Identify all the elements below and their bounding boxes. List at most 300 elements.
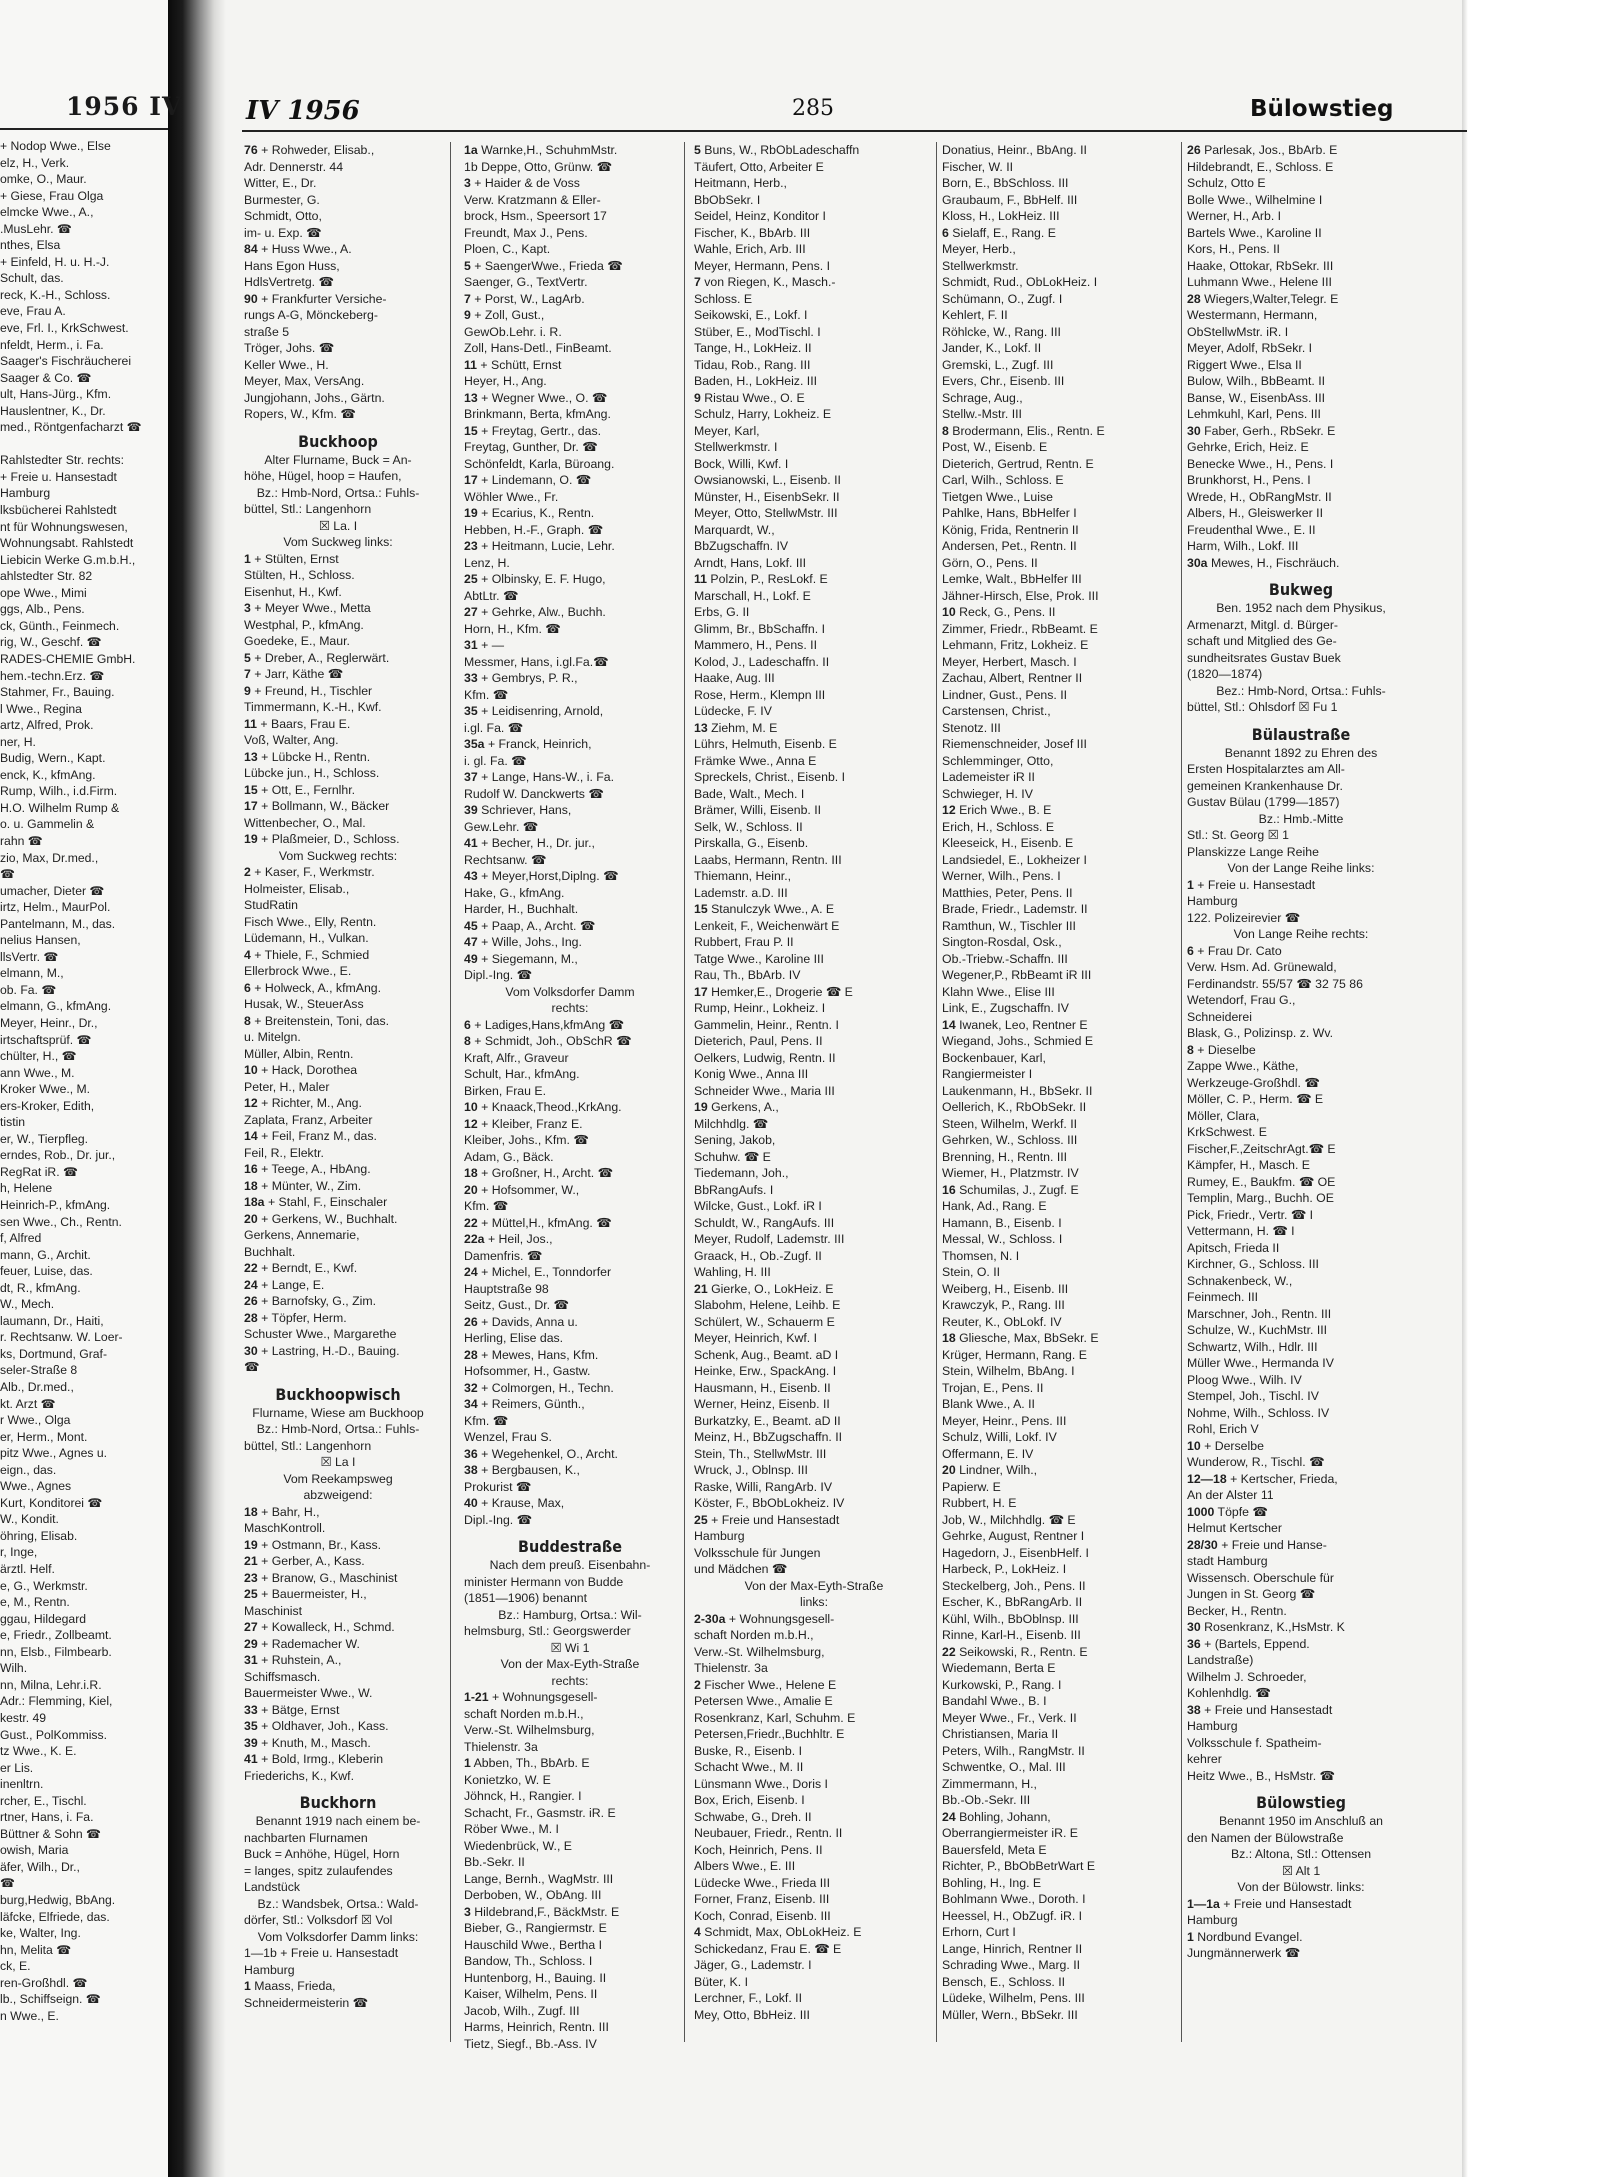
house-entry: 9 Ristau Wwe., O. E	[694, 390, 805, 405]
resident-entry: Müller, Wern., BbSekr. III	[942, 2007, 1078, 2022]
resident-entry: Lindner, Gust., Pens. II	[942, 687, 1068, 702]
resident-entry: Papierw. E	[942, 1479, 1001, 1494]
resident-entry: Lüdemann, H., Vulkan.	[244, 931, 369, 945]
resident-entry: Glimm, Br., BbSchaffn. I	[694, 621, 825, 636]
facing-page-line: ☎	[0, 867, 16, 882]
resident-entry: Hofsommer, H., Gastw.	[464, 1364, 591, 1378]
facing-page-line: artz, Alfred, Prok.	[0, 718, 94, 733]
right-margin	[1468, 0, 1600, 2177]
resident-entry: Wetendorf, Frau G.,	[1187, 993, 1296, 1007]
facing-page-rule	[0, 128, 168, 130]
resident-entry: Tatge Wwe., Karoline III	[694, 951, 824, 966]
resident-entry: Peter, H., Maler	[244, 1079, 330, 1094]
resident-entry: Ropers, W., Kfm. ☎	[244, 407, 356, 421]
house-entry: 21 + Gerber, A., Kass.	[244, 1554, 365, 1568]
resident-entry: Rubbert, H. E	[942, 1496, 1017, 1510]
resident-entry: Lüdeke, Wilhelm, Pens. III	[942, 1991, 1085, 2005]
facing-page-line: Kroker Wwe., M.	[0, 1082, 91, 1097]
resident-entry: Ploog Wwe., Wilh. IV	[1187, 1372, 1302, 1387]
facing-page-line: nn, Milna, Lehr.i.R.	[0, 1677, 102, 1692]
resident-entry: Hamburg	[694, 1529, 745, 1543]
resident-entry: Röhlcke, W., Rang. III	[942, 324, 1061, 339]
facing-page-line: nfeldt, Herm., i. Fa.	[0, 337, 104, 352]
house-entry: 26 + Barnofsky, G., Zim.	[244, 1294, 377, 1308]
resident-entry: Lerchner, F., Lokf. II	[694, 1991, 802, 2005]
facing-page-line: e, M., Rentn.	[0, 1595, 70, 1610]
house-entry: 21 Gierke, O., LokHeiz. E	[694, 1281, 834, 1296]
house-entry: 8 + Breitenstein, Toni, das.	[244, 1013, 390, 1028]
resident-entry: Haake, Ottokar, RbSekr. III	[1187, 258, 1334, 273]
house-entry: 24 + Michel, E., Tonndorfer	[464, 1265, 612, 1279]
resident-entry: Wöhler Wwe., Fr.	[464, 489, 559, 504]
resident-entry: Lemke, Walt., BbHelfer III	[942, 572, 1082, 586]
house-entry: 39 Schriever, Hans,	[464, 803, 572, 817]
house-entry: 2-30a + Wohnungsgesell-	[694, 1611, 835, 1626]
resident-entry: Dieterich, Paul, Pens. II	[694, 1034, 823, 1048]
house-entry: 26 + Davids, Anna u.	[464, 1314, 578, 1329]
resident-entry: Wilcke, Gust., Lokf. iR I	[694, 1199, 822, 1213]
resident-entry: Freytag, Gunther, Dr. ☎	[464, 440, 598, 454]
facing-page-line: o. u. Gammelin &	[0, 817, 95, 832]
resident-entry: Buske, R., Eisenb. I	[694, 1743, 802, 1758]
resident-entry: Lührs, Helmuth, Eisenb. E	[694, 737, 837, 751]
resident-entry: Bb.-Ob.-Sekr. III	[942, 1793, 1031, 1807]
resident-entry: Thielenstr. 3a	[464, 1739, 538, 1754]
resident-entry: Mammero, H., Pens. II	[694, 638, 817, 652]
resident-entry: Hausmann, H., Eisenb. II	[694, 1380, 831, 1395]
resident-entry: Müller, Albin, Rentn.	[244, 1046, 354, 1061]
house-entry: 3 + Meyer Wwe., Metta	[244, 601, 371, 615]
resident-entry: Vom Reekampsweg	[283, 1471, 393, 1486]
house-entry: 9 + Zoll, Gust.,	[464, 308, 545, 322]
facing-page-line: nn, Elsb., Filmbearb.	[0, 1644, 112, 1659]
resident-entry: Konietzko, W. E	[464, 1772, 551, 1787]
resident-entry: Kraft, Alfr., Graveur	[464, 1050, 569, 1065]
resident-entry: Helmut Kertscher	[1187, 1521, 1282, 1535]
house-entry: 22 Seikowski, R., Rentn. E	[942, 1644, 1088, 1659]
house-entry: 1a Warnke,H., SchuhmMstr.	[464, 143, 618, 157]
resident-entry: Harbeck, P., LokHeiz. I	[942, 1562, 1067, 1576]
resident-entry: Jander, K., Lokf. II	[942, 341, 1042, 355]
facing-page-line: Hamburg	[0, 486, 51, 501]
house-entry: 10 + Hack, Dorothea	[244, 1063, 358, 1077]
resident-entry: Zappe Wwe., Käthe,	[1187, 1059, 1299, 1073]
resident-entry: Schulz, Harry, Lokheiz. E	[694, 407, 832, 421]
resident-entry: Kaiser, Wilhelm, Pens. II	[464, 1987, 598, 2001]
resident-entry: Bz.: Hamburg, Ortsa.: Wil-	[498, 1607, 642, 1622]
resident-entry: Hake, G., kfmAng.	[464, 885, 565, 900]
resident-entry: Oelkers, Ludwig, Rentn. II	[694, 1050, 836, 1065]
resident-entry: Planskizze Lange Reihe	[1187, 844, 1319, 859]
resident-entry: Werner, Heinz, Eisenb. II	[694, 1397, 830, 1411]
house-entry: 76 + Rohweder, Elisab.,	[244, 143, 375, 157]
resident-entry: Apitsch, Frieda II	[1187, 1240, 1280, 1255]
resident-entry: Hauschild Wwe., Bertha I	[464, 1937, 603, 1952]
facing-page-line: Wilh.	[0, 1661, 28, 1676]
resident-entry: Westphal, P., kfmAng.	[244, 617, 364, 632]
house-entry: 22a + Heil, Jos.,	[464, 1232, 553, 1246]
house-entry: 90 + Frankfurter Versiche-	[244, 291, 387, 306]
house-entry: 1—1a + Freie und Hansestadt	[1187, 1896, 1352, 1911]
resident-entry: Hagedorn, J., EisenbHelf. I	[942, 1545, 1089, 1560]
resident-entry: Ellerbrock Wwe., E.	[244, 964, 352, 978]
resident-entry: Zimmer, Friedr., RbBeamt. E	[942, 621, 1098, 636]
house-entry: 3 Hildebrand,F., BäckMstr. E	[464, 1904, 620, 1919]
house-entry: 33 + Gembrys, P. R.,	[464, 671, 578, 685]
facing-page-line: hn, Melita ☎	[0, 1942, 72, 1957]
resident-entry: Dipl.-Ing. ☎	[464, 968, 532, 982]
resident-entry: Jäger, G., Lademstr. I	[694, 1958, 812, 1972]
resident-entry: dörfer, Stl.: Volksdorf ☒ Vol	[244, 1913, 393, 1927]
resident-entry: Heessel, H., ObZugf. iR. I	[942, 1908, 1083, 1923]
resident-entry: Meyer, Otto, StellwMstr. III	[694, 506, 838, 520]
resident-entry: Stüber, E., ModTischl. I	[694, 324, 821, 339]
resident-entry: Hank, Ad., Rang. E	[942, 1199, 1047, 1213]
house-entry: 12 Erich Wwe., B. E	[942, 803, 1052, 817]
house-entry: 1 Abben, Th., BbArb. E	[464, 1756, 590, 1770]
facing-page-line: ck, Günth., Feinmech.	[0, 618, 120, 633]
resident-entry: Blank Wwe., A. II	[942, 1397, 1035, 1411]
facing-page-line: + Einfeld, H. u. H.-J.	[0, 254, 110, 269]
resident-entry: Kolod, J., Ladeschaffn. II	[694, 654, 830, 669]
house-entry: 18 Gliesche, Max, BbSekr. E	[942, 1331, 1099, 1345]
resident-entry: Maschinist	[244, 1603, 303, 1618]
resident-entry: BbObSekr. I	[694, 192, 761, 207]
resident-entry: Raske, Willi, RangArb. IV	[694, 1479, 833, 1494]
directory-column-3	[694, 142, 934, 2023]
house-entry: 39 + Knuth, M., Masch.	[244, 1735, 371, 1750]
house-entry: 6 + Frau Dr. Cato	[1187, 943, 1282, 958]
resident-entry: Bolle Wwe., Wilhelmine I	[1187, 192, 1323, 207]
resident-entry: Röber Wwe., M. I	[464, 1822, 559, 1836]
resident-entry: Vom Suckweg links:	[283, 535, 393, 549]
resident-entry: Meyer, Hermann, Pens. I	[694, 258, 831, 273]
resident-entry: 1b Deppe, Otto, Grünw. ☎	[464, 159, 612, 174]
facing-page-line: kestr. 49	[0, 1710, 47, 1725]
facing-page-line: Rump, Wilh., i.d.Firm.	[0, 784, 118, 799]
house-entry: 34 + Reimers, Günth.,	[464, 1397, 585, 1411]
resident-entry: ☒ Wi 1	[550, 1640, 590, 1655]
resident-entry: Laukenmann, H., BbSekr. II	[942, 1083, 1093, 1098]
resident-entry: Hans Egon Huss,	[244, 258, 340, 273]
facing-page-line: n Wwe., E.	[0, 2008, 59, 2023]
resident-entry: Fischer, K., BbArb. III	[694, 225, 811, 240]
column-divider	[684, 142, 685, 2042]
resident-entry: Forner, Franz, Eisenb. III	[694, 1892, 830, 1906]
resident-entry: Meyer, Heinrich, Kwf. I	[694, 1331, 818, 1345]
resident-entry: Kleiber, Johs., Kfm. ☎	[464, 1133, 589, 1147]
resident-entry: Oellerich, K., RbObSekr. II	[942, 1100, 1087, 1114]
resident-entry: Schenk, Aug., Beamt. aD I	[694, 1347, 839, 1362]
resident-entry: Lademeister iR II	[942, 770, 1035, 784]
facing-page-line: elz, H., Verk.	[0, 155, 70, 170]
house-entry: 37 + Lange, Hans-W., i. Fa.	[464, 770, 615, 784]
resident-entry: Wruck, J., Oblnsp. III	[694, 1463, 808, 1477]
resident-entry: Hamburg	[1187, 1913, 1238, 1927]
resident-entry: Kurkowski, P., Rang. I	[942, 1677, 1062, 1692]
resident-entry: Neubauer, Friedr., Rentn. II	[694, 1826, 843, 1840]
resident-entry: Zimmermann, H.,	[942, 1776, 1037, 1791]
house-entry: 11 + Baars, Frau E.	[244, 716, 351, 731]
resident-entry: Freudenthal Wwe., E. II	[1187, 522, 1316, 537]
resident-entry: Tietz, Siegf., Bb.-Ass. IV	[464, 2036, 597, 2051]
resident-entry: Werner, H., Arb. I	[1187, 209, 1282, 223]
facing-page-line: r. Rechtsanw. W. Loer-	[0, 1330, 123, 1345]
facing-page-line: er, W., Tierpfleg.	[0, 1131, 89, 1146]
resident-entry: Lünsmann Wwe., Doris I	[694, 1776, 828, 1791]
resident-entry: BbZugschaffn. IV	[694, 539, 789, 553]
resident-entry: Meyer Wwe., Fr., Verk. II	[942, 1710, 1077, 1725]
facing-page-line: med., Röntgenfacharzt ☎	[0, 420, 142, 435]
facing-page-line: l Wwe., Regina	[0, 701, 82, 716]
resident-entry: Schacht, Fr., Gasmstr. iR. E	[464, 1805, 616, 1820]
facing-page-line: zio, Max, Dr.med.,	[0, 850, 99, 865]
resident-entry: Rinne, Karl-H., Eisenb. III	[942, 1628, 1081, 1642]
resident-entry: Hamann, B., Eisenb. I	[942, 1215, 1062, 1230]
facing-page-line: chülter, H., ☎	[0, 1049, 77, 1064]
resident-entry: Bz.: Altona, Stl.: Ottensen	[1230, 1847, 1372, 1861]
resident-entry: Banse, W., EisenbAss. III	[1187, 390, 1326, 405]
resident-entry: Fischer,F.,ZeitschrAgt.☎ E	[1187, 1141, 1336, 1156]
facing-page-line: Rahlstedter Str. rechts:	[0, 453, 124, 468]
resident-entry: Bz.: Hmb.-Mitte	[1258, 811, 1344, 826]
house-entry: 19 + Plaßmeier, D., Schloss.	[244, 832, 400, 846]
resident-entry: Rosenkranz, Karl, Schuhm. E	[694, 1710, 856, 1725]
house-entry: 30 Rosenkranz, K.,HsMstr. K	[1187, 1620, 1345, 1634]
house-entry: 28 + Mewes, Hans, Kfm.	[464, 1347, 599, 1362]
resident-entry: Wittenbecher, O., Mal.	[244, 815, 366, 830]
resident-entry: Verw.-St. Wilhelmsburg,	[464, 1723, 595, 1737]
resident-entry: büttel, Stl.: Langenhorn	[244, 502, 372, 516]
resident-entry: Lange, Bernh., WagMstr. III	[464, 1871, 614, 1886]
resident-entry: Bade, Walt., Mech. I	[694, 786, 805, 801]
house-entry: 27 + Gehrke, Alw., Buchh.	[464, 605, 606, 619]
facing-page-line: ob. Fa. ☎	[0, 982, 57, 997]
resident-entry: Weiberg, H., Eisenb. III	[942, 1281, 1069, 1296]
resident-entry: Ramthun, W., Tischler III	[942, 918, 1076, 933]
resident-entry: Rudolf W. Danckwerts ☎	[464, 786, 604, 801]
resident-entry: Meinz, H., BbZugschaffn. II	[694, 1430, 843, 1444]
facing-page-line: Liebicin Werke G.m.b.H.,	[0, 552, 136, 567]
house-entry: 9 + Freund, H., Tischler	[244, 683, 373, 698]
resident-entry: Becker, H., Rentn.	[1187, 1603, 1287, 1618]
resident-entry: ☒ La. I	[318, 518, 358, 533]
resident-entry: Lüdecke Wwe., Frieda III	[694, 1875, 831, 1890]
resident-entry: links:	[799, 1595, 829, 1609]
resident-entry: Kehlert, F. II	[942, 308, 1008, 322]
house-entry: 24 + Lange, E.	[244, 1277, 325, 1292]
resident-entry: Stl.: St. Georg ☒ 1	[1187, 828, 1289, 842]
resident-entry: Benannt 1919 nach einem be-	[255, 1814, 421, 1828]
resident-entry: Stein, Th., StellwMstr. III	[694, 1446, 827, 1461]
facing-page-line: Saager's Fischräucherei	[0, 354, 132, 369]
resident-entry: Ferdinandstr. 55/57 ☎ 32 75 86	[1187, 976, 1363, 991]
house-entry: 41 + Bold, Irmg., Kleberin	[244, 1752, 384, 1766]
resident-entry: büttel, Stl.: Langenhorn	[244, 1438, 372, 1453]
resident-entry: Albers Wwe., E. III	[694, 1859, 796, 1873]
resident-entry: Haake, Aug. III	[694, 671, 775, 685]
resident-entry: Hamburg	[1187, 1719, 1238, 1733]
resident-entry: Kloss, H., LokHeiz. III	[942, 209, 1060, 223]
facing-page-line: llsVertr. ☎	[0, 949, 59, 964]
resident-entry: Carl, Wilh., Schloss. E	[942, 473, 1064, 487]
resident-entry: Bez.: Hmb-Nord, Ortsa.: Fuhls-	[1216, 683, 1386, 698]
resident-entry: Selk, W., Schloss. II	[694, 819, 803, 834]
house-entry: 6 + Holweck, A., kfmAng.	[244, 980, 382, 995]
resident-entry: Escher, K., BbRangArb. II	[942, 1595, 1083, 1609]
resident-entry: Tröger, Johs. ☎	[244, 341, 335, 355]
facing-page-line: + Freie u. Hansestadt	[0, 469, 117, 484]
resident-entry: Matthies, Peter, Pens. II	[942, 885, 1073, 900]
house-entry: 8 Brodermann, Elis., Rentn. E	[942, 423, 1105, 438]
resident-entry: Köster, F., BbObLokheiz. IV	[694, 1496, 845, 1510]
facing-page-line: Adr.: Flemming, Kiel,	[0, 1694, 113, 1709]
facing-page-line: dt, R., kfmAng.	[0, 1280, 81, 1295]
resident-entry: Burmester, G.	[244, 192, 320, 207]
facing-page-line: rahn ☎	[0, 833, 43, 848]
house-entry: 19 Gerkens, A.,	[694, 1100, 779, 1114]
resident-entry: = langes, spitz zulaufendes	[244, 1863, 393, 1878]
resident-entry: Schülert, W., Schauerm E	[694, 1314, 835, 1329]
resident-entry: Jöhnck, H., Rangier. I	[464, 1789, 582, 1803]
facing-page-line: Wwe., Agnes	[0, 1479, 72, 1494]
resident-entry: Stülten, H., Schloss.	[244, 568, 355, 582]
house-entry: 26 Parlesak, Jos., BbArb. E	[1187, 143, 1338, 157]
resident-entry: Herling, Elise das.	[464, 1331, 564, 1345]
house-entry: 14 + Feil, Franz M., das.	[244, 1129, 377, 1143]
resident-entry: und Mädchen ☎	[694, 1562, 788, 1576]
house-entry: 25 + Olbinsky, E. F. Hugo,	[464, 572, 606, 586]
resident-entry: Gehrke, Erich, Heiz. E	[1187, 440, 1309, 454]
resident-entry: Täufert, Otto, Arbeiter E	[694, 159, 824, 174]
house-entry: 1-21 + Wohnungsgesell-	[464, 1690, 598, 1704]
house-entry: 41 + Becher, H., Dr. jur.,	[464, 836, 595, 850]
resident-entry: Arndt, Hans, Lokf. III	[694, 555, 807, 570]
house-entry: 12 + Richter, M., Ang.	[244, 1096, 362, 1110]
resident-entry: Stellwerkmstr. I	[694, 440, 778, 454]
resident-entry: 1—1b + Freie u. Hansestadt	[244, 1946, 399, 1960]
facing-page-line: lksbücherei Rahlstedt	[0, 503, 117, 518]
facing-page-line: omke, O., Maur.	[0, 172, 87, 187]
resident-entry: Bohling, H., Ing. E	[942, 1875, 1042, 1890]
resident-entry: Post, W., Eisenb. E	[942, 440, 1048, 454]
resident-entry: Graack, H., Ob.-Zugf. II	[694, 1248, 822, 1263]
street-heading: Buddestraße	[518, 1537, 622, 1556]
facing-page-line: Kurt, Konditorei ☎	[0, 1495, 103, 1510]
house-entry: 2 + Kaser, F., Werkmstr.	[244, 865, 375, 879]
resident-entry: abzweigend:	[303, 1488, 373, 1502]
resident-entry: Münster, H., EisenbSekr. II	[694, 489, 840, 504]
directory-column-1	[244, 142, 432, 2011]
facing-page-line: erndes, Rob., Dr. jur.,	[0, 1148, 116, 1163]
street-heading: Bukweg	[1268, 580, 1334, 599]
resident-entry: Zaplata, Franz, Arbeiter	[244, 1112, 373, 1127]
resident-entry: Benannt 1950 im Anschluß an	[1218, 1814, 1384, 1828]
facing-page-line: ers-Kroker, Edith,	[0, 1098, 95, 1113]
resident-entry: Zoll, Hans-Detl., FinBeamt.	[464, 341, 612, 355]
facing-page-line: reck, K.-H., Schloss.	[0, 287, 111, 302]
resident-entry: Evers, Chr., Eisenb. III	[942, 374, 1065, 388]
facing-page-line: lb., Schiffseign. ☎	[0, 1992, 101, 2007]
resident-entry: Meyer, Adolf, RbSekr. I	[1187, 341, 1313, 355]
facing-page-line: RADES-CHEMIE GmbH.	[0, 651, 136, 666]
facing-page-line: Pantelmann, M., das.	[0, 916, 116, 931]
resident-entry: Gehrke, August, Rentner I	[942, 1529, 1085, 1543]
resident-entry: Verw. Hsm. Ad. Grünewald,	[1187, 960, 1337, 974]
resident-entry: Schulze, W., KuchMstr. III	[1187, 1323, 1328, 1337]
resident-entry: Kohlenhdlg. ☎	[1187, 1686, 1271, 1700]
resident-entry: Tiedemann, Joh.,	[694, 1166, 789, 1180]
house-entry: 18 + Bahr, H.,	[244, 1504, 320, 1519]
resident-entry: Pick, Friedr., Vertr. ☎ I	[1187, 1207, 1314, 1222]
resident-entry: Bock, Willi, Kwf. I	[694, 456, 789, 471]
facing-page-line: ck, E.	[0, 1959, 31, 1974]
resident-entry: Stempel, Joh., Tischl. IV	[1187, 1389, 1319, 1403]
facing-page-line: Meyer, Heinr., Dr.,	[0, 1015, 98, 1030]
resident-entry: Nohme, Wilh., Schloss. IV	[1187, 1405, 1330, 1420]
house-entry: 19 + Ecarius, K., Rentn.	[464, 506, 595, 520]
resident-entry: Kirchner, G., Schloss. III	[1187, 1257, 1319, 1271]
resident-entry: rechts:	[551, 1673, 589, 1688]
facing-page-line: inenltrn.	[0, 1777, 44, 1792]
facing-page-line: .MusLehr. ☎	[0, 221, 73, 236]
resident-entry: Volksschule f. Spatheim-	[1187, 1735, 1322, 1750]
resident-entry: Tange, H., LokHeiz. II	[694, 341, 812, 355]
facing-page-line: elmann, M.,	[0, 966, 64, 981]
resident-entry: Steckelberg, Joh., Pens. II	[942, 1578, 1086, 1593]
resident-entry: Albers, H., Gleiswerker II	[1187, 506, 1323, 520]
resident-entry: Bandahl Wwe., B. I	[942, 1694, 1047, 1708]
resident-entry: Seikowski, E., Lokf. I	[694, 308, 808, 322]
resident-entry: Werkzeuge-Großhdl. ☎	[1187, 1075, 1320, 1090]
resident-entry: Schmidt, Otto,	[244, 209, 322, 223]
facing-page-line: Budig, Wern., Kapt.	[0, 751, 106, 766]
house-entry: 11 Polzin, P., ResLokf. E	[694, 572, 828, 586]
resident-entry: Möller, C. P., Herm. ☎ E	[1187, 1092, 1324, 1106]
resident-entry: Link, E., Zugschaffn. IV	[942, 1001, 1069, 1015]
resident-entry: Schneiderei	[1187, 1009, 1252, 1024]
resident-entry: Lenkeit, F., Weichenwärt E	[694, 918, 840, 933]
resident-entry: Adam, G., Bäck.	[464, 1149, 554, 1164]
resident-entry: Trojan, E., Pens. II	[942, 1380, 1044, 1395]
resident-entry: Riemenschneider, Josef III	[942, 737, 1087, 751]
facing-page-line: Heinrich-P., kfmAng.	[0, 1198, 111, 1212]
house-entry: 38 + Freie und Hansestadt	[1187, 1702, 1333, 1717]
directory-page	[232, 0, 1467, 2177]
resident-entry: Gustav Bülau (1799—1857)	[1187, 795, 1340, 809]
house-entry: 84 + Huss Wwe., A.	[244, 242, 352, 256]
facing-page-line: ärztl. Helf.	[0, 1562, 55, 1577]
resident-entry: Wiegand, Johs., Schmied E	[942, 1034, 1094, 1048]
header-volume-year: IV 1956	[246, 96, 360, 126]
house-entry: 4 Schmidt, Max, ObLokHeiz. E	[694, 1925, 862, 1939]
house-entry: 36 + (Bartels, Eppend.	[1187, 1636, 1310, 1651]
facing-page-line: ☎	[0, 1876, 16, 1891]
house-entry: 30a Mewes, H., Fischräuch.	[1187, 555, 1340, 570]
resident-entry: ObStellwMstr. iR. I	[1187, 324, 1289, 339]
resident-entry: Ersten Hospitalarztes am All-	[1187, 762, 1345, 776]
facing-page-line: e, G., Werkmstr.	[0, 1578, 88, 1593]
resident-entry: Milchhdlg. ☎	[694, 1116, 769, 1131]
resident-entry: schaft Norden m.b.H.,	[464, 1706, 584, 1721]
resident-entry: Kfm. ☎	[464, 1199, 509, 1213]
resident-entry: brock, Hsm., Speersort 17	[464, 209, 607, 223]
resident-entry: Seidel, Heinz, Konditor I	[694, 209, 826, 223]
resident-entry: Tidau, Rob., Rang. III	[694, 357, 811, 372]
resident-entry: Meyer, Herb.,	[942, 242, 1016, 256]
resident-entry: Meyer, Max, VersAng.	[244, 374, 365, 388]
resident-entry: Box, Erich, Eisenb. I	[694, 1793, 805, 1807]
